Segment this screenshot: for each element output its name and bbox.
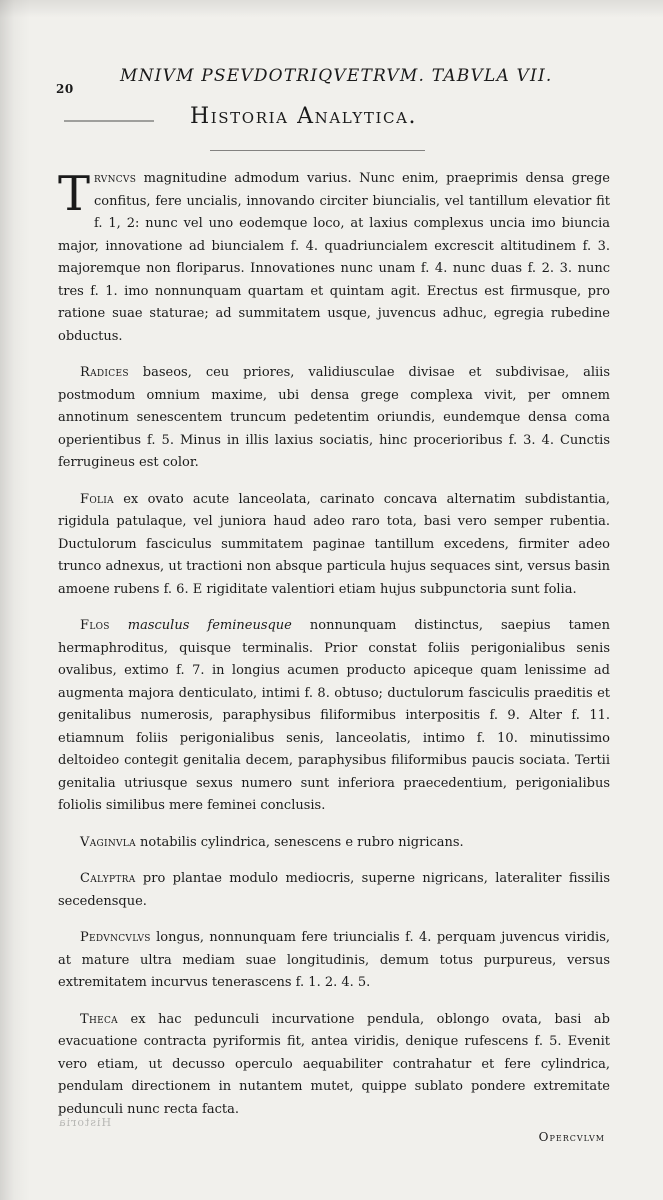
paragraph-truncus	[58, 168, 610, 348]
page-number: 20	[56, 82, 74, 96]
paragraph-theca	[58, 1009, 610, 1122]
paragraph-text: pro plantae modulo mediocris, superne nigricans, lateraliter fissilis secedensque.	[58, 871, 610, 909]
paragraph-radices	[58, 362, 610, 475]
paragraph-lead: Vaginvla	[80, 834, 136, 850]
paragraph-text: notabilis cylindrica, senescens e rubro nigricans.	[135, 834, 464, 850]
paragraph-lead: rvncvs	[94, 171, 137, 186]
paragraph-vaginula	[58, 832, 610, 855]
text-body	[58, 168, 610, 1135]
paragraph-text: ex hac pedunculi incurvatione pendula, oblongo ovata, basi ab evacuatione contracta pyriformis fit, antea viridis, denique rufescens f. 5. Evenit vero etiam, ut decusso operculo aequabiliter contrahatur et fere cylindrica, pendulam directionem in nutantem mutet, quippe sublato pondere extremitate pedunculi nunc recta facta.	[58, 1011, 610, 1117]
paragraph-lead: Theca	[80, 1011, 118, 1027]
show-through-text: Historia	[58, 1116, 112, 1129]
paragraph-italic: masculus femineusque	[109, 618, 292, 633]
paragraph-lead: Folia	[80, 491, 114, 507]
paragraph-lead: Radices	[80, 365, 129, 380]
paragraph-lead: Calyptra	[80, 871, 136, 886]
paragraph-folia	[58, 489, 610, 602]
section-title-rule	[210, 150, 425, 151]
paragraph-text: baseos, ceu priores, validiusculae divisae et subdivisae, aliis postmodum omnium maxime, ubi densa grege complexa vivit, per omnem annotinum senescentem truncum pedetentim oriundis, eundemque densa coma operientibus f. 5. Minus in illis laxius sociatis, hinc procerioribus f. 3. 4. Cunctis ferrugineus est color.	[58, 365, 610, 470]
header-ornament-rule	[64, 120, 154, 122]
paragraph-text: nonnunquam distinctus, saepius tamen hermaphroditus, quisque terminalis. Prior constat foliis perigonialibus senis ovalibus, extimo f. 7. in longius acumen producto apiceque quam lenissime ad augmenta majora denticulato, intimi f. 8. obtuso; ductulorum fasciculis praeditis et genitalibus numerosis, paraphysibus filiformibus interpositis f. 9. Alter f. 11. etiamnum foliis perigonialibus senis, lanceolatis, intimo f. 10. minutissimo deltoideo contegit genitalia decem, paraphysibus filiformibus paucis sociata. Tertii genitalia utriusque sexus numero sunt inferiora praecedentium, perigonialibus foliolis similibus mere feminei conclusis.	[58, 618, 610, 813]
paragraph-text: ex ovato acute lanceolata, carinato concava alternatim subdistantia, rigidula patulaque, vel juniora haud adeo raro tota, basi vero semper rubentia. Ductulorum fasciculus summitatem paginae tantillum excedens, firmiter adeo trunco adnexus, ut tractioni non absque particula hujus sequaces sint, versus basin amoene rubens f. 6. E rigiditate valentiori etiam hujus subpunctoria sunt folia.	[58, 491, 610, 597]
catchword: Opercvlvm	[538, 1130, 605, 1144]
drop-cap: T	[58, 166, 91, 222]
paragraph-flos	[58, 615, 610, 818]
paragraph-lead: Pedvncvlvs	[80, 930, 151, 945]
paragraph-text: magnitudine admodum varius. Nunc enim, praeprimis densa grege confitus, fere uncialis, innovando circiter biuncialis, vel tantillum elevatior fit f. 1, 2: nunc vel uno eodemque loco, at laxius complexus uncia imo biuncia major, innovatione ad biuncialem f. 4. quadriuncialem excrescit altitudinem f. 3. majoremque non floriparus. Innovationes nunc unam f. 4. nunc duas f. 2. 3. nunc tres f. 1. imo nonnunquam quartam et quintam agit. Erectus est firmusque, pro ratione suae staturae; ad summitatem usque, juvencus adhuc, egregia rubedine obductus.	[58, 171, 610, 344]
paragraph-calyptra	[58, 868, 610, 913]
paragraph-pedunculus	[58, 927, 610, 995]
paragraph-text: longus, nonnunquam fere triuncialis f. 4. perquam juvencus viridis, at mature ultra mediam suae longitudinis, demum totus purpureus, versus extremitatem incurvus tenerascens f. 1. 2. 4. 5.	[58, 930, 610, 990]
page-header	[56, 66, 616, 96]
section-title: Historia Analytica.	[190, 104, 418, 129]
running-title: MNIVM PSEVDOTRIQVETRVM. TABVLA VII.	[120, 66, 553, 86]
paragraph-lead: Flos	[80, 618, 110, 633]
